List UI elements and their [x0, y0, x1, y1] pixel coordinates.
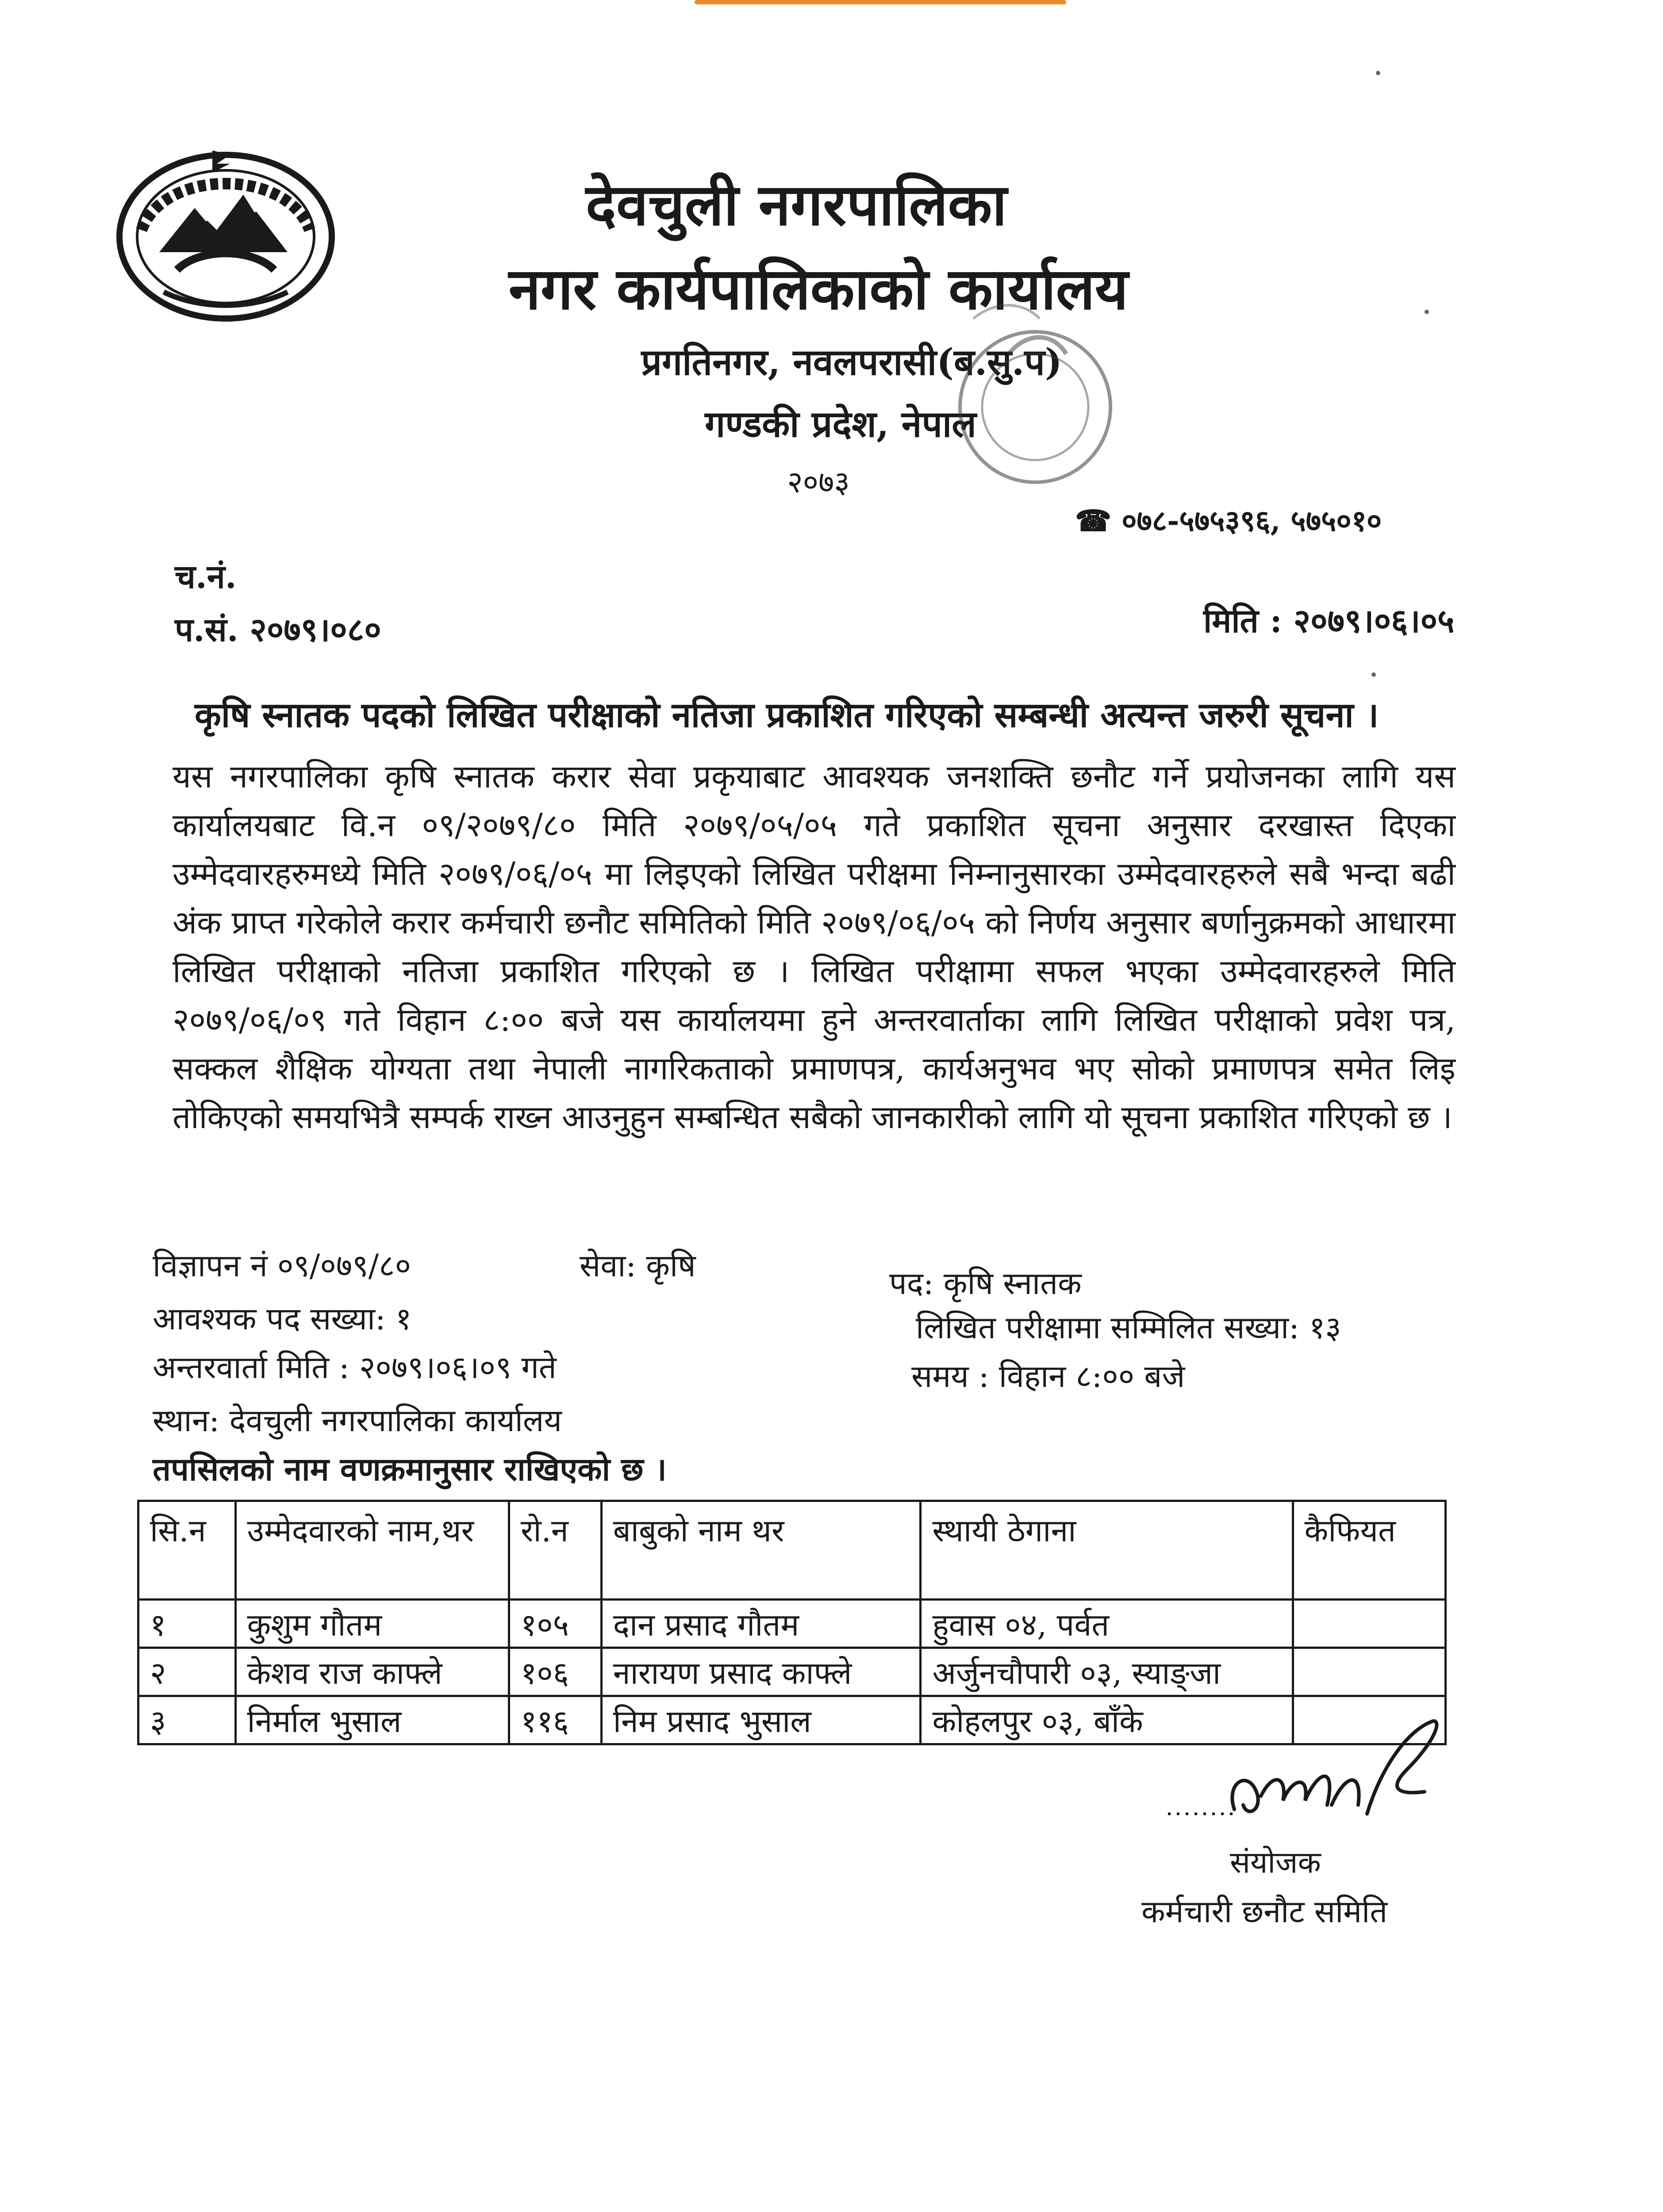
cell-remarks — [1293, 1600, 1445, 1648]
signatory-committee: कर्मचारी छनौट समिति — [1141, 1893, 1388, 1930]
service-type: सेवा: कृषि — [580, 1248, 696, 1284]
header-serial: सि.न — [138, 1501, 236, 1600]
interview-time: समय : विहान ८:०० बजे — [911, 1358, 1185, 1394]
cell-serial: २ — [138, 1648, 236, 1696]
notice-body: यस नगरपालिका कृषि स्नातक करार सेवा प्रकृयाबाट आवश्यक जनशक्ति छनौट गर्ने प्रयोजनका लागि यस कार्यालयबाट वि.न ०९/२०७९/८० मिति २०७९/०५/०५ गते प्रकाशित सूचना अनुसार दरखास्त दिएका उम्मेदवारहरुमध्ये मिति २०७९/०६/०५ मा लिइएको लिखित परीक्षमा निम्नानुसारका उम्मेदवारहरुले सबै भन्दा बढी अंक प्राप्त गरेकोले करार कर्मचारी छनौट समितिको मिति २०७९/०६/०५ को निर्णय अनुसार बर्णानुक्रमको आधारमा लिखित परीक्षाको नतिजा प्रकाशित गरिएको छ । लिखित परीक्षामा सफल भएका उम्मेदवारहरुले मिति २०७९/०६/०९ गते विहान ८:०० बजे यस कार्यालयमा हुने अन्तरवार्ताका लागि लिखित परीक्षाको प्रवेश पत्र, सक्कल शैक्षिक योग्यता तथा नेपाली नागरिकताको प्रमाणपत्र, कार्यअनुभव भए सोको प्रमाणपत्र समेत लिइ तोकिएको समयभित्रै सम्पर्क राख्न आउनुहुन सम्बन्धित सबैको जानकारीको लागि यो सूचना प्रकाशित गरिएको छ । — [173, 758, 1456, 1136]
executive-office-title: नगर कार्यपालिकाको कार्यालय — [508, 255, 1129, 323]
office-stamp-icon — [925, 292, 1119, 513]
scan-speck — [1371, 672, 1376, 677]
scan-speck — [1425, 310, 1429, 314]
cell-serial: ३ — [138, 1696, 236, 1744]
header-father-name: बाबुको नाम थर — [601, 1501, 921, 1600]
scan-speck — [1376, 71, 1380, 75]
cell-roll-number: १०६ — [509, 1648, 601, 1696]
cell-roll-number: ११६ — [509, 1696, 601, 1744]
office-name: देवचुली नगरपालिका — [585, 171, 1007, 238]
header-remarks: कैफियत — [1293, 1501, 1445, 1600]
cell-remarks — [1293, 1648, 1445, 1696]
cell-candidate-name: कुशुम गौतम — [235, 1600, 509, 1648]
header-candidate-name: उम्मेदवारको नाम,थर — [235, 1501, 509, 1600]
cell-permanent-address: कोहलपुर ०३, बाँके — [921, 1696, 1293, 1744]
cell-father-name: दान प्रसाद गौतम — [601, 1600, 921, 1648]
top-scan-line — [695, 0, 1066, 4]
signatory-title: संयोजक — [1230, 1845, 1321, 1880]
header-roll-number: रो.न — [509, 1501, 601, 1600]
notice-subject: कृषि स्नातक पदको लिखित परीक्षाको नतिजा प्रकाशित गरिएको सम्बन्धी अत्यन्त जरुरी सूचना । — [195, 695, 1379, 735]
header-permanent-address: स्थायी ठेगाना — [921, 1501, 1293, 1600]
established-year: २०७३ — [787, 465, 850, 500]
required-posts: आवश्यक पद सख्या: १ — [153, 1301, 412, 1337]
list-note: तपसिलको नाम वणक्रमानुसार राखिएको छ । — [153, 1450, 667, 1488]
exam-participants: लिखित परीक्षामा सम्मिलित सख्या: १३ — [916, 1310, 1341, 1346]
province-name: गण्डकी प्रदेश, नेपाल — [705, 403, 976, 445]
cell-father-name: निम प्रसाद भुसाल — [601, 1696, 921, 1744]
nepal-emblem-icon — [111, 142, 341, 327]
advertisement-number: विज्ञापन नं ०९/०७९/८० — [153, 1248, 411, 1284]
cell-candidate-name: निर्माल भुसाल — [235, 1696, 509, 1744]
cell-father-name: नारायण प्रसाद काफ्ले — [601, 1648, 921, 1696]
chalani-number: च.नं. — [175, 558, 237, 596]
interview-venue: स्थान: देवचुली नगरपालिका कार्यालय — [153, 1402, 562, 1439]
table-row — [138, 1648, 1446, 1696]
post-name: पद: कृषि स्नातक — [889, 1265, 1082, 1302]
fiscal-year: प.सं. २०७९।०८० — [175, 611, 381, 649]
cell-permanent-address: अर्जुनचौपारी ०३, स्याङ्जा — [921, 1648, 1293, 1696]
table-row — [138, 1600, 1446, 1648]
cell-permanent-address: हुवास ०४, पर्वत — [921, 1600, 1293, 1648]
letter-date: मिति : २०७९।०६।०५ — [1203, 602, 1455, 640]
cell-candidate-name: केशव राज काफ्ले — [235, 1648, 509, 1696]
interview-date: अन्तरवार्ता मिति : २०७९।०६।०९ गते — [153, 1349, 557, 1386]
coordinator-signature-icon — [1159, 1703, 1442, 1849]
office-address: प्रगतिनगर, नवलपरासी(ब.सु.प) — [641, 341, 1062, 384]
phone-numbers: ☎ ०७८-५७५३९६, ५७५०१० — [1075, 503, 1382, 538]
cell-roll-number: १०५ — [509, 1600, 601, 1648]
table-header-row — [138, 1501, 1446, 1600]
cell-serial: १ — [138, 1600, 236, 1648]
